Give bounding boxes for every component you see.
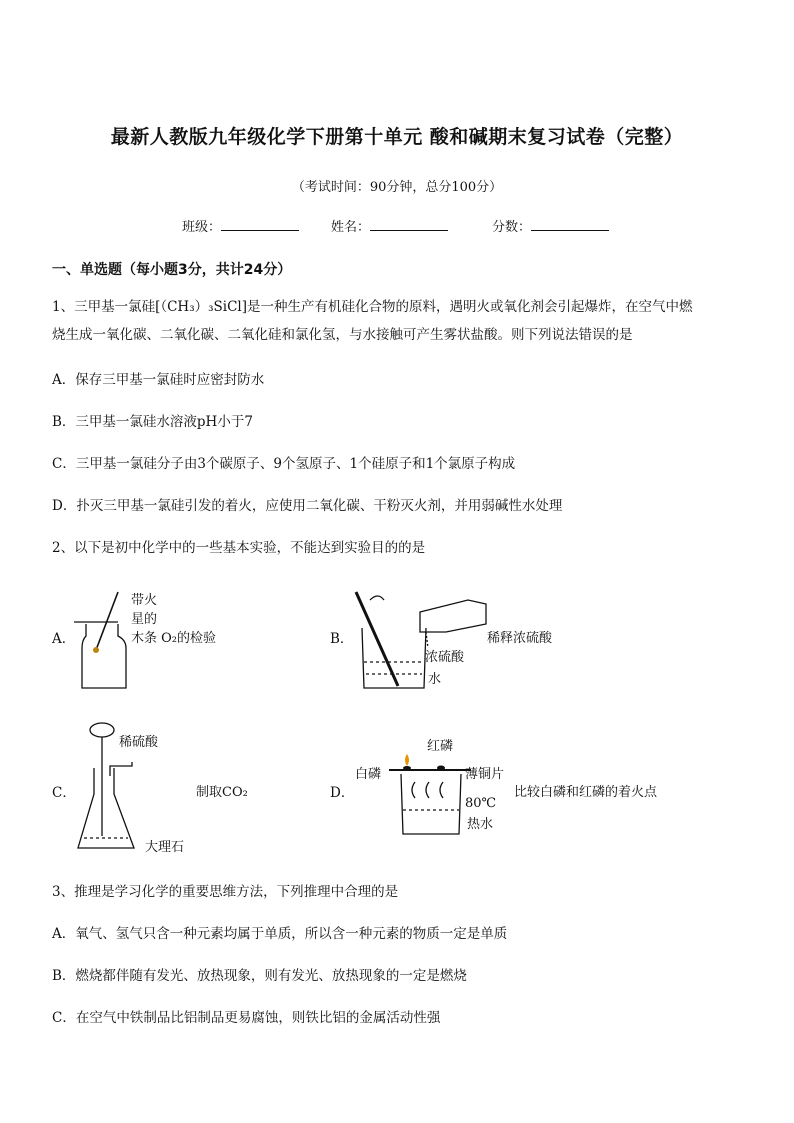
stir-arrow-icon — [370, 596, 384, 600]
q2-d-red-label: 红磷 — [427, 739, 454, 754]
name-field — [331, 216, 448, 235]
q2-b-acid-label: 浓硫酸 — [425, 650, 465, 665]
section-heading: 一、单选题（每小题3分，共计24分） — [52, 262, 292, 278]
q1-stem-line2: 烧生成一氧化碳、二氧化碳、二氧化硅和氯化氢，与水接触可产生雾状盐酸。则下列说法错误的是 — [52, 327, 633, 343]
q2-a-label-line2: 星的 — [131, 612, 158, 627]
q3-option-c[interactable]: C．在空气中铁制品比铝制品更易腐蚀，则铁比铝的金属活动性强 — [52, 1010, 441, 1026]
q2-c-acid-label: 稀硫酸 — [119, 735, 159, 750]
ignition-diagram — [385, 748, 475, 838]
q3-option-a[interactable]: A．氧气、氢气只含一种元素均属于单质，所以含一种元素的物质一定是单质 — [52, 926, 508, 942]
delivery-tube — [110, 762, 132, 776]
class-label: 班级： — [182, 220, 222, 235]
q2-d-hotwater-label: 热水 — [467, 817, 494, 832]
flame-icon — [405, 754, 409, 766]
exam-info: （考试时间：90分钟，总分100分） — [291, 180, 503, 195]
q2-d-temp-label: 80℃ — [465, 796, 497, 811]
q2-c-caption: 制取CO₂ — [196, 785, 248, 800]
q2-d-copper-label: 薄铜片 — [465, 767, 505, 782]
score-blank[interactable] — [531, 218, 609, 231]
q2-d-caption: 比较白磷和红磷的着火点 — [514, 785, 658, 800]
red-phosphorus — [437, 766, 445, 771]
wooden-splint — [96, 592, 118, 650]
q3-stem: 3、推理是学习化学的重要思维方法，下列推理中合理的是 — [52, 884, 399, 900]
q1-option-a[interactable]: A．保存三甲基一氯硅时应密封防水 — [52, 372, 265, 388]
q2-b-water-label: 水 — [428, 672, 442, 687]
glowing-tip-icon — [93, 647, 99, 653]
funnel — [90, 723, 114, 737]
q2-a-label-line1: 带火 — [131, 593, 158, 608]
gas-bottle — [82, 624, 126, 688]
q2-option-a-letter[interactable]: A． — [52, 631, 76, 647]
q2-option-d-letter[interactable]: D． — [330, 785, 355, 801]
steam-icon — [412, 782, 443, 798]
q2-a-label — [131, 591, 216, 648]
white-phosphorus — [403, 766, 411, 770]
q2-option-c-letter[interactable]: C． — [52, 785, 76, 801]
acid-bottle — [420, 600, 486, 632]
conical-flask — [78, 768, 134, 848]
q1-stem-line1: 1、三甲基一氯硅[（CH₃）₃SiCl]是一种生产有机硅化合物的原料，遇明火或氧化剂会引起爆炸，在空气中燃 — [52, 299, 693, 315]
score-label: 分数： — [492, 220, 532, 235]
hot-water-beaker — [401, 774, 461, 834]
q2-c-marble-label: 大理石 — [145, 840, 185, 855]
q3-option-b[interactable]: B．燃烧都伴随有发光、放热现象，则有发光、放热现象的一定是燃烧 — [52, 968, 467, 984]
q1-option-c[interactable]: C．三甲基一氯硅分子由3个碳原子、9个氢原子、1个硅原子和1个氯原子构成 — [52, 456, 516, 472]
q2-option-b-letter[interactable]: B． — [330, 631, 354, 647]
q1-option-d[interactable]: D．扑灭三甲基一氯硅引发的着火，应使用二氧化碳、干粉灭火剂，并用弱碱性水处理 — [52, 498, 563, 514]
dilution-diagram — [350, 588, 490, 692]
q2-stem: 2、以下是初中化学中的一些基本实验，不能达到实验目的的是 — [52, 540, 426, 556]
name-label: 姓名： — [331, 220, 371, 235]
q2-b-dilute-label: 稀释浓硫酸 — [487, 631, 553, 646]
name-blank[interactable] — [370, 218, 448, 231]
score-field — [492, 216, 609, 235]
class-field — [182, 216, 299, 235]
q2-a-label-line3: 木条 O₂的检验 — [131, 631, 217, 646]
page-title: 最新人教版九年级化学下册第十单元 酸和碱期末复习试卷（完整） — [110, 126, 684, 148]
class-blank[interactable] — [221, 218, 299, 231]
q2-d-white-label: 白磷 — [355, 767, 382, 782]
q1-stem — [52, 293, 752, 349]
q1-option-b[interactable]: B．三甲基一氯硅水溶液pH小于7 — [52, 414, 253, 430]
